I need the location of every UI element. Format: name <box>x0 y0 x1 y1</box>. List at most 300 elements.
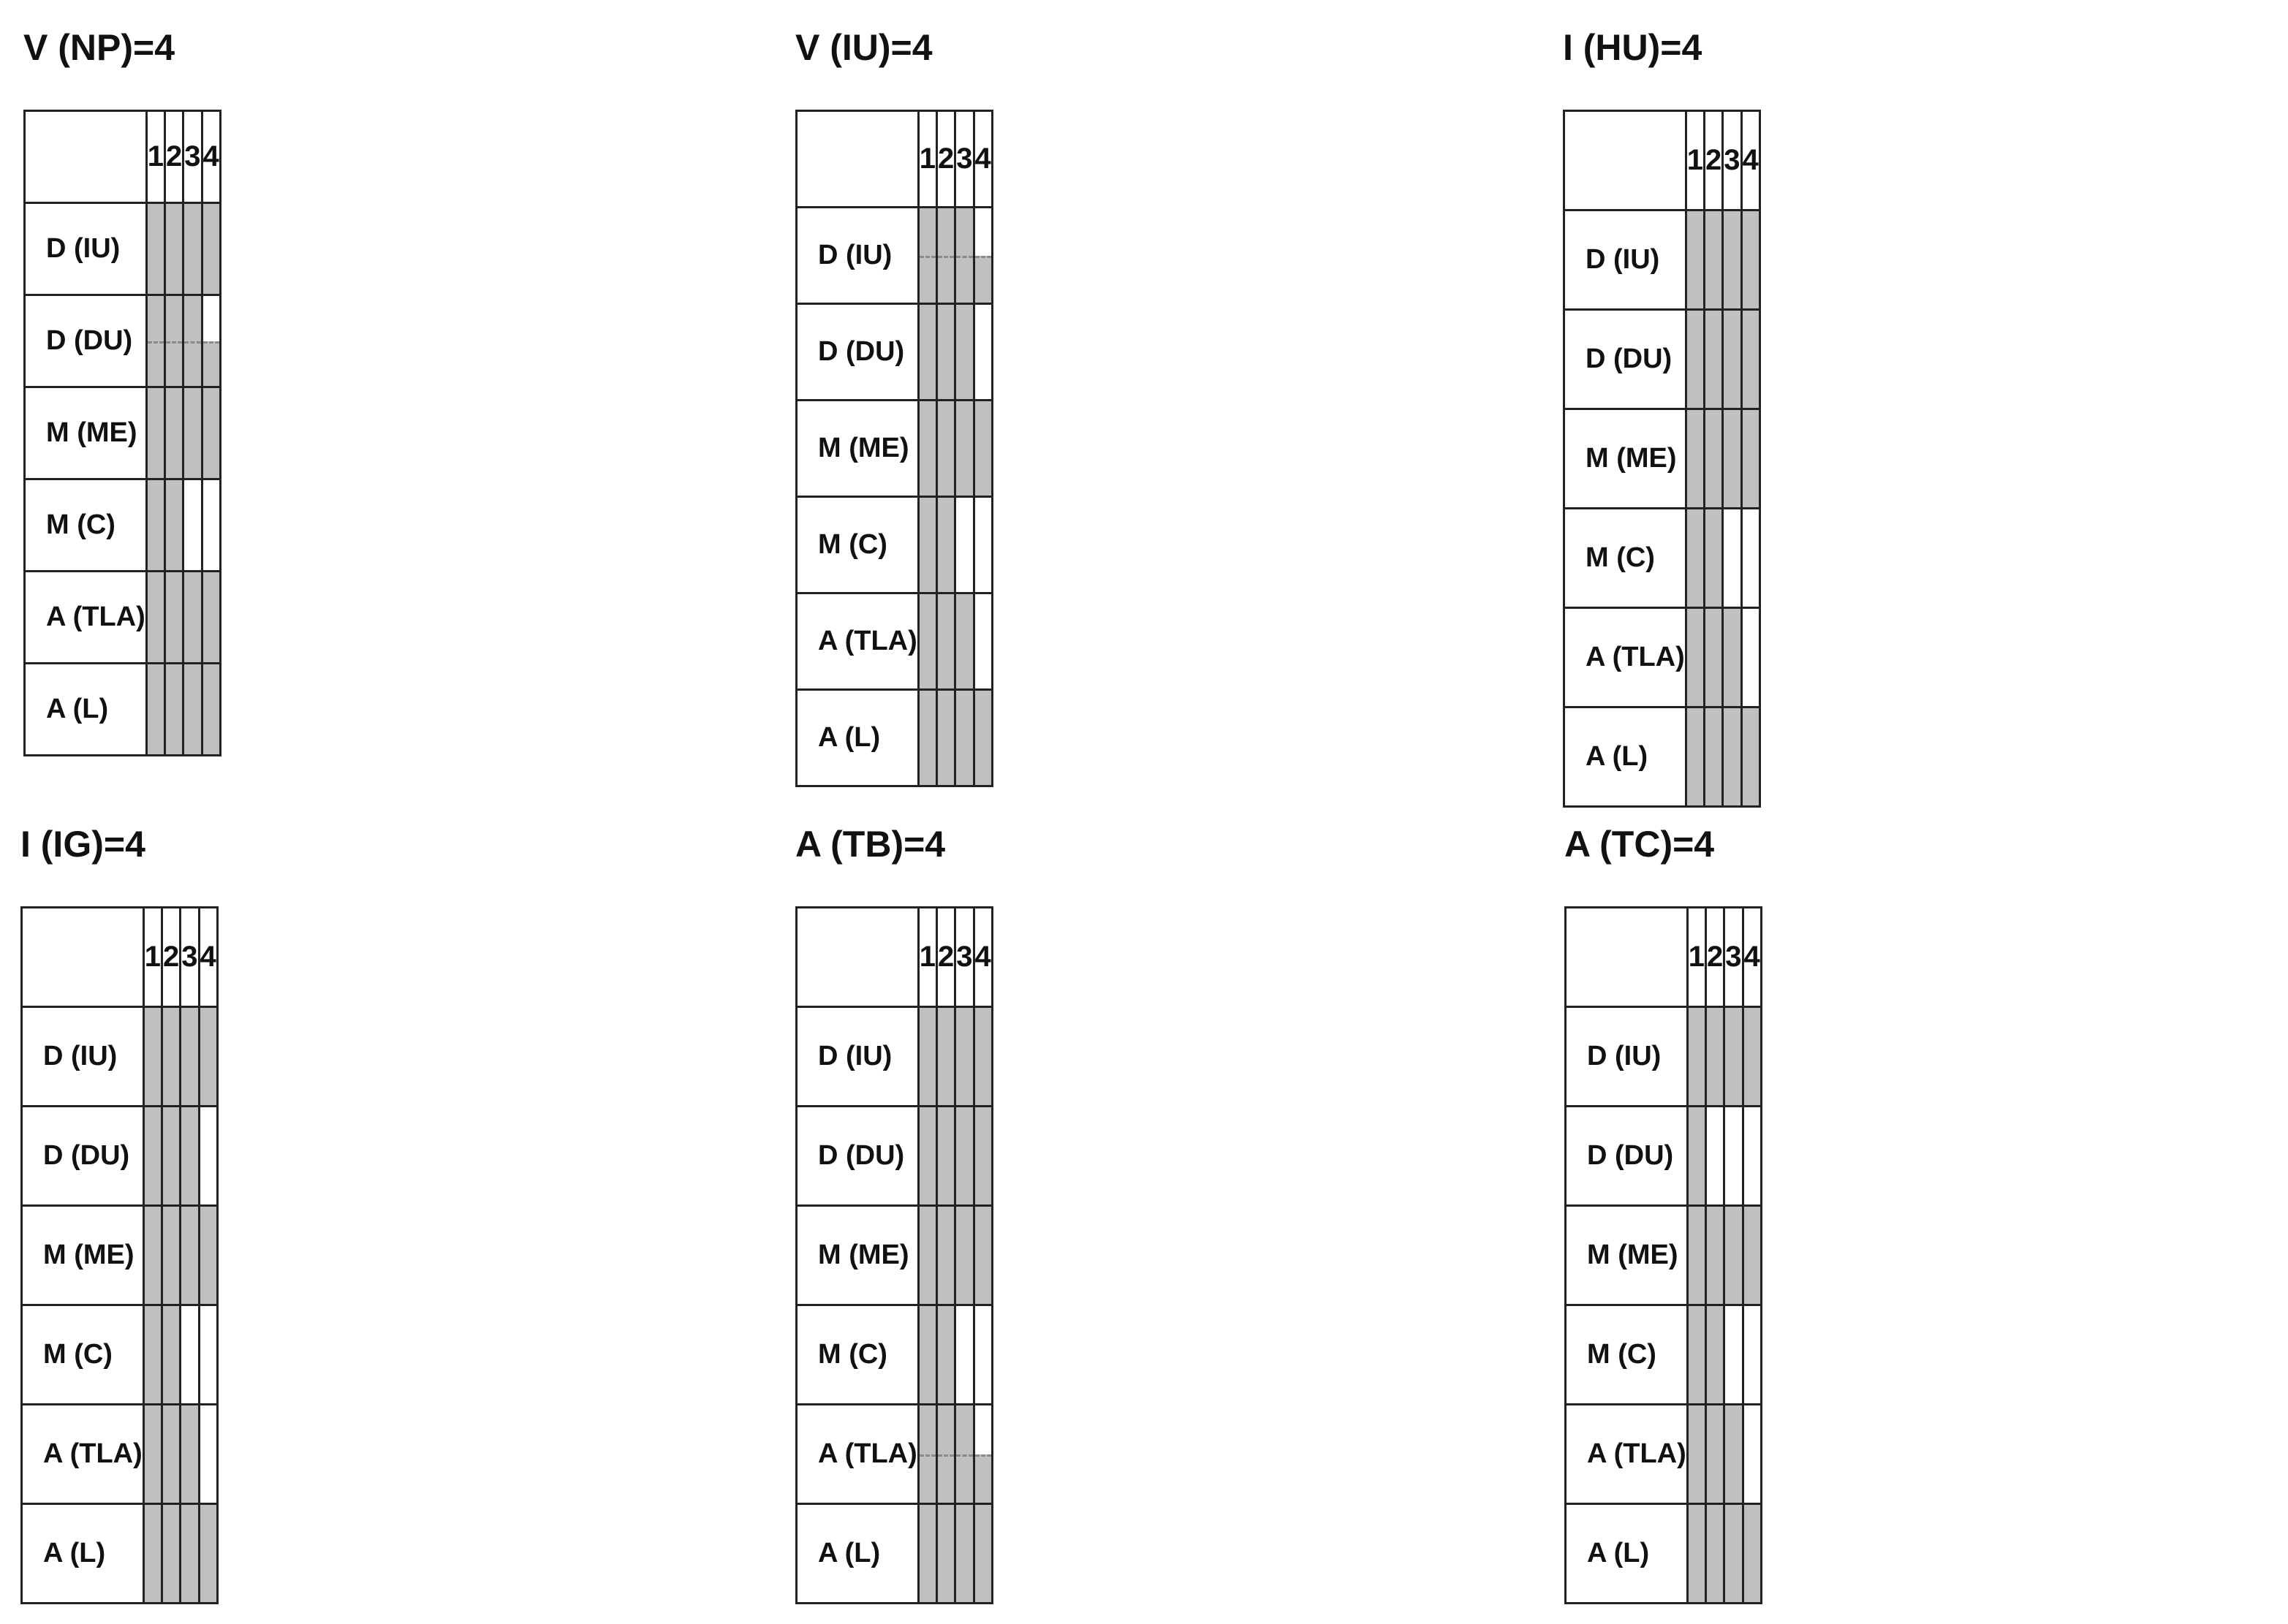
cell-fill <box>938 1107 954 1204</box>
cell-d-iu-2 <box>165 203 183 295</box>
column-header-1: 1 <box>918 908 936 1007</box>
table-row <box>1566 1206 1762 1305</box>
cell-a-l-3 <box>183 664 202 756</box>
cell-a-l-4 <box>974 690 992 786</box>
cell-m-me-3 <box>955 401 974 497</box>
column-header-3: 3 <box>1723 111 1741 210</box>
cell-d-du-3 <box>181 1107 199 1206</box>
cell-fill <box>1689 1207 1705 1304</box>
cell-fill <box>166 572 182 662</box>
table-row <box>797 304 993 401</box>
row-label-d-du: D (DU) <box>797 304 919 401</box>
cell-d-du-2 <box>162 1107 181 1206</box>
corner-cell <box>797 111 919 208</box>
cell-fill <box>920 498 936 592</box>
panel-title: I (IG)=4 <box>20 824 145 865</box>
cell-fill <box>163 1008 179 1105</box>
row-label-d-iu: D (IU) <box>25 203 147 295</box>
cell-d-du-4 <box>974 1107 992 1206</box>
row-label-a-tla: A (TLA) <box>22 1405 144 1504</box>
cell-d-iu-3 <box>955 1007 974 1107</box>
cell-fill <box>956 401 972 496</box>
cell-fill <box>920 401 936 496</box>
cell-m-c-4 <box>1741 509 1759 608</box>
row-label-a-l: A (L) <box>797 690 919 786</box>
cell-m-me-2 <box>162 1206 181 1305</box>
cell-d-iu-1 <box>918 208 936 304</box>
table-row <box>25 572 221 664</box>
cell-d-iu-1 <box>143 1007 162 1107</box>
cell-fill <box>203 572 219 662</box>
cell-a-l-4 <box>199 1504 217 1604</box>
cell-m-me-1 <box>918 1206 936 1305</box>
cell-d-iu-3 <box>1723 210 1741 310</box>
table-row <box>22 1504 218 1604</box>
table-row <box>22 1305 218 1405</box>
cell-a-tla-2 <box>165 572 183 664</box>
cell-d-iu-2 <box>937 1007 955 1107</box>
partial-fill-line <box>920 256 936 258</box>
table-row <box>1566 1405 1762 1504</box>
cell-a-tla-4 <box>199 1405 217 1504</box>
table-row <box>1564 210 1760 310</box>
cell-a-tla-1 <box>918 593 936 690</box>
column-header-2: 2 <box>1705 111 1723 210</box>
table-row <box>22 1107 218 1206</box>
cell-fill <box>1705 509 1721 607</box>
cell-fill <box>184 664 200 754</box>
cell-fill <box>145 1207 161 1304</box>
column-header-3: 3 <box>955 111 974 208</box>
row-label-a-l: A (L) <box>25 664 147 756</box>
matrix-table <box>20 906 219 1604</box>
row-label-m-c: M (C) <box>797 497 919 593</box>
cell-d-du-3 <box>1723 310 1741 409</box>
column-header-4: 4 <box>1741 111 1759 210</box>
corner-cell <box>797 908 919 1007</box>
header-row <box>797 111 993 208</box>
cell-m-me-3 <box>1723 409 1741 509</box>
cell-a-tla-1 <box>146 572 164 664</box>
cell-fill <box>1689 1306 1705 1403</box>
table-row <box>797 1504 993 1604</box>
cell-a-tla-1 <box>1686 608 1704 707</box>
cell-fill <box>975 1008 991 1105</box>
cell-fill <box>1687 509 1703 607</box>
row-label-a-tla: A (TLA) <box>797 593 919 690</box>
cell-m-c-4 <box>1743 1305 1761 1405</box>
cell-fill <box>938 401 954 496</box>
cell-fill <box>1744 1207 1760 1304</box>
cell-m-me-4 <box>1743 1206 1761 1305</box>
row-label-m-me: M (ME) <box>1566 1206 1688 1305</box>
cell-a-tla-3 <box>1724 1405 1743 1504</box>
cell-m-me-1 <box>143 1206 162 1305</box>
table-row <box>797 593 993 690</box>
cell-m-me-3 <box>181 1206 199 1305</box>
cell-a-l-3 <box>955 690 974 786</box>
column-header-3: 3 <box>955 908 974 1007</box>
column-header-1: 1 <box>146 111 164 203</box>
column-header-2: 2 <box>162 908 181 1007</box>
cell-d-iu-1 <box>918 1007 936 1107</box>
table-row <box>1564 707 1760 807</box>
cell-m-me-3 <box>1724 1206 1743 1305</box>
table-row <box>1564 608 1760 707</box>
cell-fill <box>203 664 219 754</box>
partial-fill-line <box>938 1454 954 1457</box>
cell-fill <box>166 204 182 294</box>
column-header-3: 3 <box>183 111 202 203</box>
cell-d-du-1 <box>1687 1107 1705 1206</box>
cell-fill <box>920 1306 936 1403</box>
cell-a-tla-1 <box>1687 1405 1705 1504</box>
corner-cell <box>22 908 144 1007</box>
row-label-m-me: M (ME) <box>1564 409 1686 509</box>
matrix-table <box>23 110 221 756</box>
cell-fill <box>1705 311 1721 408</box>
cell-fill <box>938 498 954 592</box>
cell-m-me-4 <box>1741 409 1759 509</box>
table-row <box>25 479 221 572</box>
cell-fill <box>1687 708 1703 805</box>
cell-a-l-2 <box>937 690 955 786</box>
cell-a-l-2 <box>1705 707 1723 807</box>
cell-fill <box>184 388 200 478</box>
partial-fill-line <box>956 256 972 258</box>
table-row <box>797 690 993 786</box>
cell-a-tla-3 <box>183 572 202 664</box>
cell-d-iu-3 <box>955 208 974 304</box>
column-header-4: 4 <box>202 111 220 203</box>
cell-d-du-4 <box>1743 1107 1761 1206</box>
cell-fill <box>148 388 164 478</box>
cell-m-me-2 <box>937 1206 955 1305</box>
header-row <box>1566 908 1762 1007</box>
cell-a-l-1 <box>1686 707 1704 807</box>
cell-m-c-2 <box>1706 1305 1724 1405</box>
cell-d-du-1 <box>1686 310 1704 409</box>
row-label-d-iu: D (IU) <box>1566 1007 1688 1107</box>
row-label-d-du: D (DU) <box>1566 1107 1688 1206</box>
cell-a-l-1 <box>918 1504 936 1604</box>
cell-a-l-4 <box>1741 707 1759 807</box>
cell-fill <box>1725 1505 1741 1602</box>
row-label-a-tla: A (TLA) <box>25 572 147 664</box>
cell-fill <box>1724 211 1740 308</box>
partial-fill-line <box>975 256 991 258</box>
cell-a-l-2 <box>937 1504 955 1604</box>
table-row <box>797 1305 993 1405</box>
cell-fill <box>163 1306 179 1403</box>
cell-fill <box>163 1207 179 1304</box>
cell-fill <box>200 1207 216 1304</box>
cell-fill <box>1707 1207 1723 1304</box>
column-header-4: 4 <box>974 908 992 1007</box>
cell-d-iu-4 <box>199 1007 217 1107</box>
cell-a-tla-2 <box>162 1405 181 1504</box>
table-row <box>1566 1107 1762 1206</box>
cell-a-l-3 <box>181 1504 199 1604</box>
column-header-2: 2 <box>937 111 955 208</box>
column-header-2: 2 <box>165 111 183 203</box>
cell-a-tla-3 <box>1723 608 1741 707</box>
cell-m-me-4 <box>199 1206 217 1305</box>
cell-a-l-4 <box>974 1504 992 1604</box>
row-label-m-c: M (C) <box>797 1305 919 1405</box>
panel-title: A (TB)=4 <box>795 824 946 865</box>
cell-fill <box>975 1107 991 1204</box>
cell-m-c-2 <box>162 1305 181 1405</box>
cell-fill <box>938 1207 954 1304</box>
table-row <box>797 497 993 593</box>
cell-fill <box>1707 1008 1723 1105</box>
cell-fill <box>938 1505 954 1602</box>
cell-m-c-2 <box>937 497 955 593</box>
cell-d-iu-4 <box>202 203 220 295</box>
cell-fill <box>975 1454 991 1503</box>
cell-a-l-2 <box>165 664 183 756</box>
cell-fill <box>956 1008 972 1105</box>
cell-fill <box>163 1505 179 1602</box>
cell-m-c-1 <box>1686 509 1704 608</box>
row-label-m-c: M (C) <box>25 479 147 572</box>
cell-d-du-2 <box>937 1107 955 1206</box>
cell-fill <box>920 1008 936 1105</box>
cell-fill <box>166 388 182 478</box>
cell-d-iu-2 <box>162 1007 181 1107</box>
row-label-a-tla: A (TLA) <box>1564 608 1686 707</box>
cell-a-tla-2 <box>937 1405 955 1504</box>
cell-fill <box>145 1405 161 1503</box>
cell-fill <box>148 204 164 294</box>
cell-fill <box>1725 1008 1741 1105</box>
matrix-table <box>795 906 993 1604</box>
cell-d-du-4 <box>199 1107 217 1206</box>
cell-fill <box>1724 311 1740 408</box>
cell-a-tla-4 <box>1743 1405 1761 1504</box>
cell-d-du-2 <box>165 295 183 387</box>
row-label-a-tla: A (TLA) <box>1566 1405 1688 1504</box>
cell-fill <box>1725 1405 1741 1503</box>
table-row <box>1566 1504 1762 1604</box>
row-label-a-l: A (L) <box>22 1504 144 1604</box>
cell-fill <box>920 1107 936 1204</box>
cell-fill <box>1705 609 1721 706</box>
cell-fill <box>1707 1405 1723 1503</box>
partial-fill-line <box>148 341 164 344</box>
cell-fill <box>1689 1505 1705 1602</box>
cell-fill <box>1743 410 1759 507</box>
row-label-d-du: D (DU) <box>25 295 147 387</box>
cell-a-tla-1 <box>918 1405 936 1504</box>
cell-a-l-3 <box>1724 1504 1743 1604</box>
cell-d-du-1 <box>146 295 164 387</box>
column-header-4: 4 <box>199 908 217 1007</box>
cell-fill <box>1687 609 1703 706</box>
row-label-m-me: M (ME) <box>25 387 147 479</box>
cell-fill <box>148 664 164 754</box>
cell-fill <box>956 1207 972 1304</box>
cell-a-tla-3 <box>955 1405 974 1504</box>
cell-fill <box>1705 211 1721 308</box>
cell-d-iu-4 <box>1741 210 1759 310</box>
cell-a-tla-3 <box>181 1405 199 1504</box>
row-label-m-me: M (ME) <box>22 1206 144 1305</box>
cell-fill <box>1707 1306 1723 1403</box>
cell-fill <box>1689 1008 1705 1105</box>
cell-fill <box>1724 410 1740 507</box>
cell-d-du-3 <box>1724 1107 1743 1206</box>
cell-m-c-4 <box>199 1305 217 1405</box>
cell-m-c-1 <box>146 479 164 572</box>
cell-fill <box>1724 609 1740 706</box>
table-row <box>22 1405 218 1504</box>
matrix-table <box>1564 906 1762 1604</box>
cell-fill <box>975 256 991 303</box>
cell-d-du-3 <box>955 1107 974 1206</box>
row-label-a-l: A (L) <box>1566 1504 1688 1604</box>
cell-d-iu-4 <box>1743 1007 1761 1107</box>
column-header-1: 1 <box>143 908 162 1007</box>
cell-d-du-4 <box>202 295 220 387</box>
cell-m-c-1 <box>143 1305 162 1405</box>
header-row <box>25 111 221 203</box>
cell-fill <box>1687 211 1703 308</box>
cell-m-c-2 <box>937 1305 955 1405</box>
cell-m-c-1 <box>1687 1305 1705 1405</box>
table-row <box>797 1007 993 1107</box>
panel-title: A (TC)=4 <box>1564 824 1715 865</box>
column-header-4: 4 <box>974 111 992 208</box>
cell-d-iu-2 <box>937 208 955 304</box>
column-header-2: 2 <box>1706 908 1724 1007</box>
cell-d-du-2 <box>1705 310 1723 409</box>
cell-d-iu-1 <box>1686 210 1704 310</box>
partial-fill-line <box>938 256 954 258</box>
column-header-3: 3 <box>1724 908 1743 1007</box>
cell-fill <box>975 691 991 785</box>
cell-m-c-4 <box>974 1305 992 1405</box>
cell-fill <box>181 1107 197 1204</box>
cell-m-c-3 <box>1724 1305 1743 1405</box>
cell-fill <box>1687 311 1703 408</box>
cell-d-du-3 <box>183 295 202 387</box>
cell-d-du-4 <box>1741 310 1759 409</box>
cell-fill <box>1687 410 1703 507</box>
cell-a-tla-3 <box>955 593 974 690</box>
row-label-m-me: M (ME) <box>797 1206 919 1305</box>
cell-fill <box>938 1008 954 1105</box>
column-header-3: 3 <box>181 908 199 1007</box>
cell-fill <box>1744 1008 1760 1105</box>
cell-d-iu-4 <box>974 1007 992 1107</box>
cell-fill <box>203 204 219 294</box>
cell-a-l-1 <box>918 690 936 786</box>
cell-d-du-2 <box>937 304 955 401</box>
cell-d-du-1 <box>143 1107 162 1206</box>
cell-fill <box>145 1505 161 1602</box>
cell-a-tla-1 <box>143 1405 162 1504</box>
row-label-a-tla: A (TLA) <box>797 1405 919 1504</box>
cell-fill <box>956 1505 972 1602</box>
cell-fill <box>200 1008 216 1105</box>
cell-m-c-3 <box>955 497 974 593</box>
cell-fill <box>1743 708 1759 805</box>
cell-d-du-4 <box>974 304 992 401</box>
cell-m-c-2 <box>165 479 183 572</box>
cell-a-l-2 <box>1706 1504 1724 1604</box>
cell-fill <box>1705 410 1721 507</box>
cell-d-iu-1 <box>1687 1007 1705 1107</box>
table-row <box>25 664 221 756</box>
cell-a-tla-4 <box>1741 608 1759 707</box>
cell-m-c-3 <box>183 479 202 572</box>
cell-a-tla-2 <box>937 593 955 690</box>
cell-fill <box>1744 1505 1760 1602</box>
cell-a-l-4 <box>202 664 220 756</box>
cell-fill <box>145 1107 161 1204</box>
cell-fill <box>1743 311 1759 408</box>
cell-fill <box>956 305 972 399</box>
cell-fill <box>163 1405 179 1503</box>
cell-fill <box>938 691 954 785</box>
row-label-d-du: D (DU) <box>1564 310 1686 409</box>
cell-fill <box>166 664 182 754</box>
cell-fill <box>938 1306 954 1403</box>
cell-fill <box>181 1008 197 1105</box>
cell-m-c-1 <box>918 1305 936 1405</box>
cell-fill <box>1689 1405 1705 1503</box>
cell-fill <box>975 401 991 496</box>
cell-fill <box>148 480 164 570</box>
cell-m-me-4 <box>974 1206 992 1305</box>
cell-m-me-2 <box>937 401 955 497</box>
cell-a-l-2 <box>162 1504 181 1604</box>
row-label-m-c: M (C) <box>1564 509 1686 608</box>
partial-fill-line <box>920 1454 936 1457</box>
cell-m-me-3 <box>955 1206 974 1305</box>
cell-d-iu-2 <box>1706 1007 1724 1107</box>
cell-m-me-4 <box>974 401 992 497</box>
column-header-1: 1 <box>918 111 936 208</box>
column-header-1: 1 <box>1687 908 1705 1007</box>
cell-fill <box>184 204 200 294</box>
cell-fill <box>920 305 936 399</box>
cell-d-du-3 <box>955 304 974 401</box>
cell-m-me-4 <box>202 387 220 479</box>
cell-d-iu-3 <box>183 203 202 295</box>
row-label-m-me: M (ME) <box>797 401 919 497</box>
cell-fill <box>1707 1505 1723 1602</box>
cell-m-c-4 <box>202 479 220 572</box>
cell-d-iu-4 <box>974 208 992 304</box>
cell-d-iu-3 <box>181 1007 199 1107</box>
cell-fill <box>938 594 954 688</box>
row-label-a-l: A (L) <box>797 1504 919 1604</box>
panel-title: I (HU)=4 <box>1563 27 1702 68</box>
table-row <box>797 1405 993 1504</box>
cell-a-l-3 <box>955 1504 974 1604</box>
cell-fill <box>938 305 954 399</box>
cell-fill <box>184 572 200 662</box>
column-header-4: 4 <box>1743 908 1761 1007</box>
cell-a-l-3 <box>1723 707 1741 807</box>
cell-m-me-3 <box>183 387 202 479</box>
table-row <box>22 1007 218 1107</box>
cell-fill <box>975 1505 991 1602</box>
cell-fill <box>920 594 936 688</box>
